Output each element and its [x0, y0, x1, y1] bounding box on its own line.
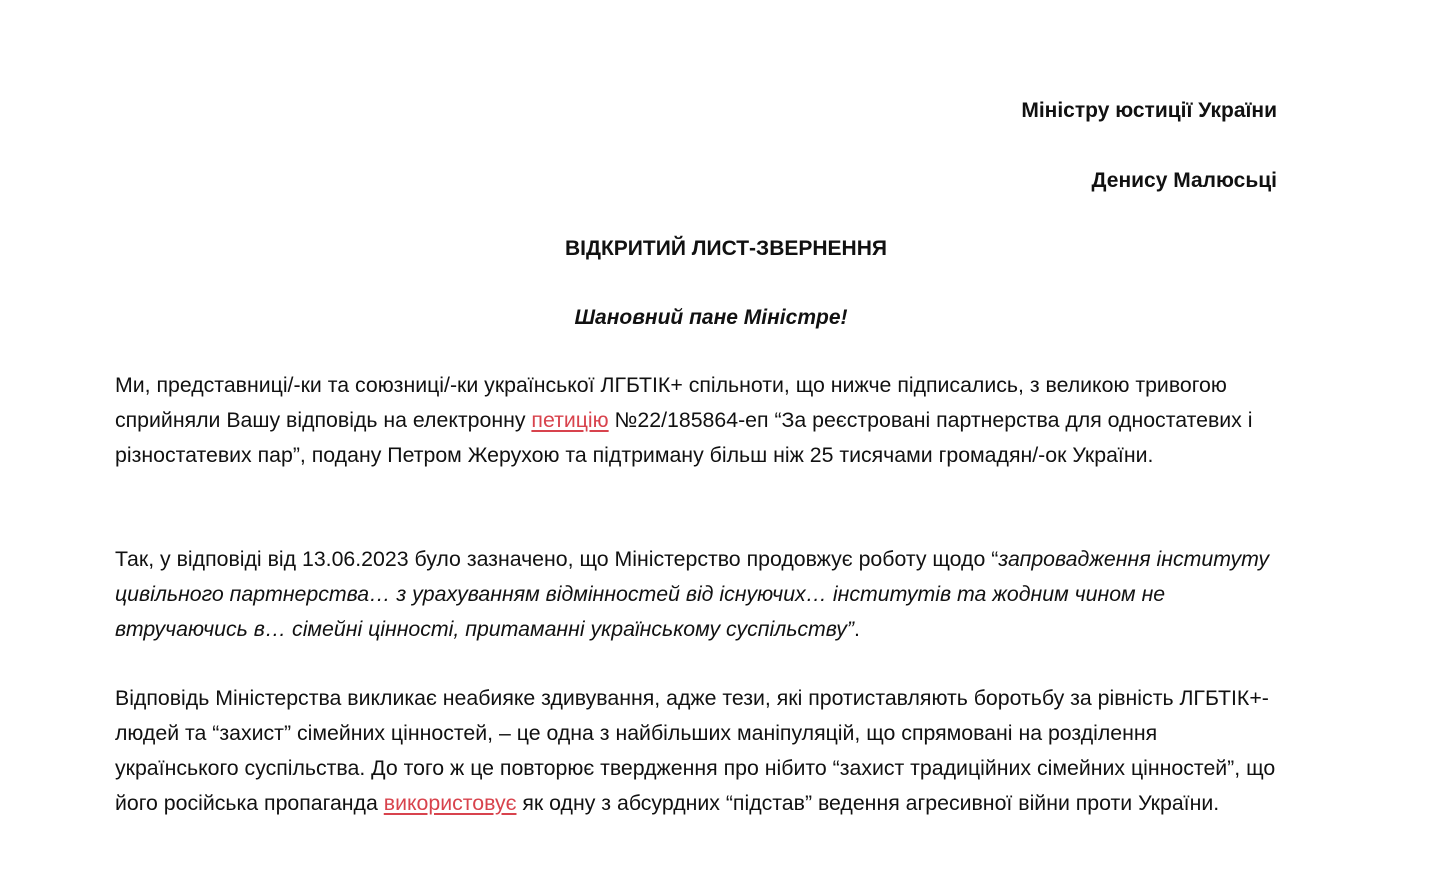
petition-link[interactable]: петицію [531, 408, 609, 432]
paragraph-3 [115, 681, 1277, 821]
addressee-name: Денису Малюсьці [1091, 169, 1277, 192]
paragraph-1 [115, 368, 1277, 473]
salutation: Шановний пане Міністре! [574, 306, 848, 329]
addressee-minister: Міністру юстиції України [1021, 99, 1277, 122]
paragraph-3-text-start: Відповідь Міністерства викликає неабияке здивування, адже тези, які протиставляють боротьбу за рівність ЛГБТІК+-людей та “захист” сімейних цінностей, – це одна з найбільших маніпуляцій, що спрямовані на розділення українського суспільства. До того ж це повторює твердження про нібито “захист традиційних сімейних цінностей”, що його російська пропаганда [115, 686, 1276, 815]
ministry-quote: запровадження інституту цивільного партнерства… з урахуванням відмінностей від існуючих… інститутів та жодним чином не втручаючись в… сімейні цінності, притаманні українському суспільству” [115, 547, 1270, 641]
paragraph-2 [115, 542, 1277, 647]
paragraph-3-text-end: як одну з абсурдних “підстав” ведення агресивної війни проти України. [516, 791, 1220, 815]
paragraph-2-text-start: Так, у відповіді від 13.06.2023 було зазначено, що Міністерство продовжує роботу щодо “ [115, 547, 999, 571]
paragraph-2-text-end: . [853, 617, 860, 641]
paragraph-1-text-end: №22/185864-еп “За реєстровані партнерства для одностатевих і різностатевих пар”, подану Петром Жерухою та підтриману більш ніж 25 тисячами громадян/-ок України. [115, 408, 1253, 467]
propaganda-link[interactable]: використовує [383, 791, 517, 815]
paragraph-1-text-start: Ми, представниці/-ки та союзниці/-ки української ЛГБТІК+ спільноти, що нижче підписались, з великою тривогою сприйняли Вашу відповідь на електронну [115, 373, 1227, 432]
letter-title: ВІДКРИТИЙ ЛИСТ-ЗВЕРНЕННЯ [565, 237, 887, 260]
